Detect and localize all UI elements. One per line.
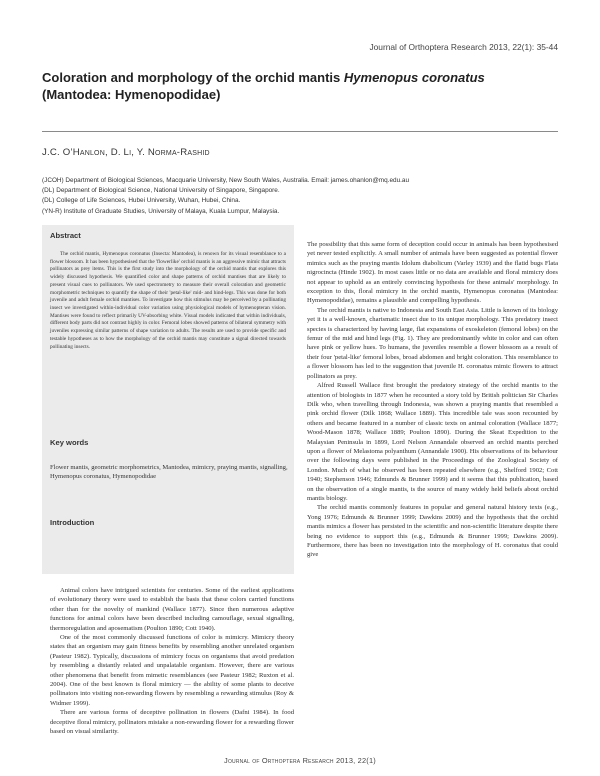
title-divider	[42, 131, 558, 132]
paragraph: There are various forms of deceptive pollination in flowers (Dafni 1984). In food deceptive floral mimicry, pollinators mistake a non-rewarding flower for a rewarding flower based on visual similarity.	[50, 709, 294, 736]
affiliation-line: (DL) College of Life Sciences, Hubei University, Wuhan, Hubei, China.	[42, 197, 241, 205]
paragraph: The orchid mantis commonly features in popular and general natural history texts (e.g., Yong 1976; Edmunds & Brunner 1999; Dawkins 2009) and the hypothesis that the orchid mantis mimics a flower has persisted in the scientific and non-scientific literature despite there being no evidence to support this (e.g., Edmunds & Brunner 1999; Dawkins 2009). Furthermore, there has been no investigation into the morphology of H. coronatus that could give	[307, 504, 558, 559]
introduction-heading: Introduction	[50, 518, 95, 527]
paragraph: Animal colors have intrigued scientists for centuries. Some of the earliest applications of evolutionary theory were used to establish the basis that these colors carried functions other than for the novelty of mankind (Wallace 1877). Since then numerous adaptive functions for animal colors have been described including camouflage, sexual signalling, thermoregulation and aposematism (Poulton 1890; Cott 1940).	[50, 587, 294, 632]
affiliation-line: (DL) Department of Biological Science, National University of Singapore, Singapore.	[42, 187, 280, 195]
title-species: Hymenopus coronatus	[343, 70, 485, 85]
introduction-column-left	[50, 586, 294, 737]
journal-citation-header: Journal of Orthoptera Research 2013, 22(1): 35-44	[369, 42, 558, 52]
left-column-heads	[42, 225, 294, 625]
title-subtitle: (Mantodea: Hymenopodidae)	[42, 87, 221, 102]
author-list	[42, 147, 210, 158]
abstract-text: The orchid mantis, Hymenopus coronatus (Insecta: Mantodea), is renown for its visual resemblance to a flower blossom. It has been hypothesised that the 'flowerlike' orchid mantis is an aggressive mimic that attracts pollinators as prey items. This is the first study into the morphology of the orchid mantis that explores this widely discussed hypothesis. We quantified color and shape patterns of orchid mantises that are likely to present visual cues to pollinators. We used spectrometry to measure their overall coloration and geometric morphometric techniques to quantify the shape of their 'petal-like' mid- and hind-legs. This was done for both juvenile and adult female orchid mantises. To investigate how this stimulus may be perceived by a pollinating insect we investigated within-individual color variation using physiological models of hymenopteran vision. Mantises were found to reflect primarily UV-absorbing white. Visual models indicated that within individuals, different body parts did not contrast highly in color. Femoral lobes showed patterns of bilateral symmetry with juveniles expressing similar patterns of shape variation to adults. The results are used to provide specific and testable hypotheses as to how the morphology of the orchid mantis may constitute a signal directed towards pollinating insects.	[50, 251, 286, 350]
title-text: Coloration and morphology of the orchid mantis	[42, 70, 344, 85]
paragraph: Alfred Russell Wallace first brought the predatory strategy of the orchid mantis to the attention of biologists in 1877 when he recounted a story told by British politician Sir Charles Dilk who, when travelling through Indonesia, was shown a praying mantis that resembled a pink orchid flower (Dilk 1868; Wallace 1889). This incredible tale was soon recounted by others and became featured in a number of classic texts on animal coloration (Wallace 1877; Wood-Mason 1878; Wallace 1889; Poulton 1890). During the Skeat Expedition to the Malaysian Peninsula in 1899, Lord Nelson Annandale observed an orchid mantis perched upon a flower of Melastoma polyanthum (Annandale 1900). His observations of its behaviour over the following days were published in the Proceedings of the Zoological Society of London. Much of what he observed has been repeated elsewhere (e.g., Shelford 1902; Cott 1940; Stephenson 1946; Edmunds & Brunner 1999) and it seems that this publication, based on the observation of a single mantis, is the source of many widely held beliefs about orchid mantis biology.	[307, 382, 558, 502]
paragraph: One of the most commonly discussed functions of color is mimicry. Mimicry theory states that an organism may gain fitness benefits by resembling another unrelated organism (Pasteur 1982). Typically, discussions of mimicry focus on organisms that avoid predation by resembling a distantly related and unpalatable organism. However, there are various other phenomena that benefit from mimetic resemblances (see Pasteur 1982; Ruxton et al. 2004). One of the best known is floral mimicry — the ability of some plants to deceive pollinators into visiting non-rewarding flowers by resembling a rewarding stimulus (Roy & Widmer 1999).	[50, 634, 294, 707]
author-names: J.C. O’Hanlon, D. Li, Y. Norma-Rashid	[42, 147, 210, 158]
keywords-text: Flower mantis, geometric morphometrics, Mantodea, mimicry, praying mantis, signalling, Hymenopus coronatus, Hymenopodidae	[50, 464, 288, 481]
page-footer: Journal of Orthoptera Research 2013, 22(1)	[224, 756, 376, 765]
affiliations	[42, 176, 562, 217]
keywords-heading: Key words	[50, 438, 89, 447]
paragraph: The orchid mantis is native to Indonesia and South East Asia. Little is known of its biology yet it is a well-known, charismatic insect due to its unique morphology. This predatory insect species is characterized by having large, flat expansions of exoskeleton (femoral lobes) on the femur of the mid and hind legs (Fig. 1). They are predominantly white in color and can often have pink or yellow hues. To humans, the juveniles resemble a flower blossom as a result of their four 'petal-like' femoral lobes, broad abdomen and bright coloration. This resemblance to a flower blossom has led to the suggestion that juvenile H. coronatus mimic flowers to attract pollinators as prey.	[307, 306, 558, 380]
introduction-column-right	[307, 240, 558, 560]
article-title-block	[42, 69, 562, 103]
abstract-heading: Abstract	[50, 231, 81, 240]
affiliation-line: (JCOH) Department of Biological Sciences, Macquarie University, New South Wales, Australia. Email: james.ohanlon@mq.edu.au	[42, 177, 410, 184]
paragraph: The possibility that this same form of deception could occur in animals has been hypothesised yet never tested explicitly. A small number of animals have been suggested as potential flower mimics such as the praying mantis Idolum diabolicum (Varley 1939) and the flatid bugs Flata nigrocincta (Hinde 1902). In most cases little or no data are available and floral mimicry does not appear to uphold as an entirely convincing hypothesis for these animals' morphology. In exception to this, floral mimicry in the orchid mantis, Hymenopus coronatus (Mantodea: Hymenopodidae), remains a plausible and compelling hypothesis.	[307, 241, 558, 305]
affiliation-line: (YN-R) Institute of Graduate Studies, University of Malaya, Kuala Lumpur, Malaysia.	[42, 207, 280, 215]
article-title	[42, 69, 562, 103]
